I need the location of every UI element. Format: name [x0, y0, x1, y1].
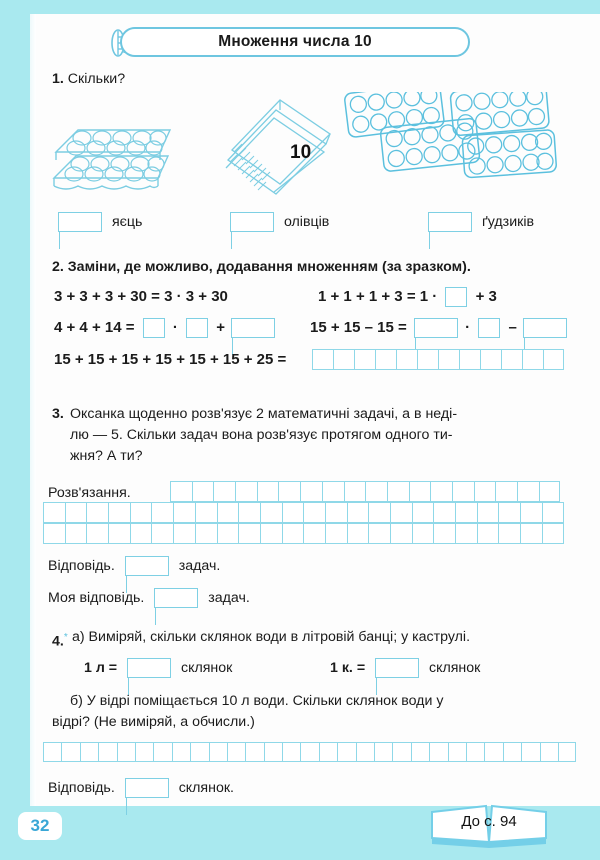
- field-pot-prefix: 1 к. =: [330, 659, 366, 676]
- task-3-my-answer-suffix: задач.: [208, 589, 250, 606]
- task-2-equation-1a: 3 + 3 + 3 + 30 = 3 · 3 + 30: [54, 288, 228, 305]
- page-header: [108, 27, 470, 57]
- task-2-prompt: [52, 258, 471, 277]
- task-1-answer-buttons: [428, 212, 534, 232]
- task-3-line-3: жня? А ти?: [70, 448, 143, 464]
- task-3-my-answer-row: [48, 588, 250, 608]
- task-4-answer-suffix: склянок.: [178, 779, 234, 796]
- eq2b-box-2[interactable]: [478, 318, 500, 338]
- task-4-field-pot: [330, 658, 480, 678]
- task-4-number: 4.: [52, 633, 64, 650]
- field-litre-box[interactable]: [127, 658, 171, 678]
- task-1-answer-eggs: [58, 212, 142, 232]
- button-cards-illustration: [338, 92, 558, 197]
- eq2a-box-3[interactable]: [231, 318, 275, 338]
- task-3-number: 3.: [52, 406, 64, 422]
- task-4-part-b-line-2: відрі? (Не виміряй, а обчисли.): [52, 714, 255, 730]
- field-pot-box[interactable]: [375, 658, 419, 678]
- eq1b-rhs: + 3: [475, 288, 497, 305]
- task-3-answer-row: [48, 556, 220, 576]
- solution-grid-row-2[interactable]: [43, 502, 564, 523]
- solution-grid-row-1[interactable]: [170, 481, 560, 502]
- bookmark-reference[interactable]: [428, 804, 550, 850]
- task-1-prompt-text: Скільки?: [67, 71, 126, 87]
- eq2a-lhs: 4 + 4 + 14 =: [54, 319, 135, 336]
- field-litre-suffix: склянок: [180, 659, 233, 676]
- task-1-number: 1.: [52, 71, 64, 87]
- task-3-answer-prefix: Відповідь.: [48, 557, 115, 574]
- task-4-answer-row: [48, 778, 234, 798]
- page-title: Множення числа 10: [218, 33, 372, 50]
- answer-box-eggs[interactable]: [58, 212, 102, 232]
- task-4-star-mark: *: [63, 632, 68, 643]
- field-pot-suffix: склянок: [429, 659, 481, 676]
- answer-label-pencils: олівців: [283, 213, 330, 230]
- field-litre-prefix: 1 л =: [84, 659, 118, 676]
- eq2b-op-1: ·: [465, 319, 471, 336]
- eq2a-box-2[interactable]: [186, 318, 208, 338]
- eq1b-box-1[interactable]: [445, 287, 467, 307]
- answer-box-pencils[interactable]: [230, 212, 274, 232]
- pencils-stack-illustration: [218, 92, 338, 197]
- task-3-my-answer-box[interactable]: [154, 588, 198, 608]
- task-3-line-2: лю — 5. Скільки задач вона розв'язує протягом одного ти-: [70, 427, 453, 443]
- task-3-my-answer-prefix: Моя відповідь.: [48, 589, 145, 606]
- page-number-badge: 32: [18, 812, 62, 840]
- answer-box-buttons[interactable]: [428, 212, 472, 232]
- header-banner: [120, 27, 470, 57]
- task-3-solution-label: Розв'язання.: [48, 485, 131, 501]
- egg-tray-illustration: [48, 100, 178, 195]
- eq2a-op-2: +: [216, 319, 225, 336]
- task-4-number-wrap: [52, 628, 68, 652]
- task-4-answer-box[interactable]: [125, 778, 169, 798]
- task-2-prompt-text: Заміни, де можливо, додавання множенням (за зразком).: [67, 259, 471, 275]
- answer-label-eggs: яєць: [111, 213, 143, 230]
- task-3-answer-suffix: задач.: [178, 557, 221, 574]
- eq2b-box-1[interactable]: [414, 318, 458, 338]
- task-4-work-grid[interactable]: [43, 742, 576, 762]
- eq1b-lhs: 1 + 1 + 1 + 3 = 1 ·: [318, 288, 438, 305]
- task-3-answer-box[interactable]: [125, 556, 169, 576]
- task-1-answer-pencils: [230, 212, 329, 232]
- eq2b-lhs: 15 + 15 – 15 =: [310, 319, 407, 336]
- task-1-prompt: [52, 70, 125, 89]
- answer-label-buttons: ґудзиків: [481, 213, 535, 230]
- task-4-part-a-text: а) Виміряй, скільки склянок води в літровій банці; у каструлі.: [72, 629, 471, 645]
- eq2b-box-3[interactable]: [523, 318, 567, 338]
- task-3-number-wrap: [52, 405, 64, 424]
- bookmark-label: До с. 94: [461, 812, 517, 830]
- task-2-equation-2a: [54, 318, 277, 338]
- pencils-count-badge: 10: [290, 142, 312, 163]
- task-2-equation-2b: [310, 318, 569, 338]
- task-4-part-b-line-1: б) У відрі поміщається 10 л води. Скільки склянок води у: [70, 693, 444, 709]
- task-4-answer-prefix: Відповідь.: [48, 779, 115, 796]
- task-4-field-litre: [84, 658, 232, 678]
- task-3-line-1: Оксанка щоденно розв'язує 2 математичні задачі, а в неді-: [70, 406, 458, 422]
- task-2-equation-3-grid[interactable]: [312, 349, 564, 370]
- task-2-equation-1b: [318, 287, 497, 307]
- eq3-lhs: 15 + 15 + 15 + 15 + 15 + 15 + 25 =: [54, 351, 287, 368]
- solution-grid-row-3[interactable]: [43, 523, 564, 544]
- task-2-equation-3: [54, 350, 286, 369]
- task-2-number: 2.: [52, 259, 64, 275]
- eq2b-op-2: –: [508, 319, 517, 336]
- eq2a-box-1[interactable]: [143, 318, 165, 338]
- eq2a-op-1: ·: [172, 319, 178, 336]
